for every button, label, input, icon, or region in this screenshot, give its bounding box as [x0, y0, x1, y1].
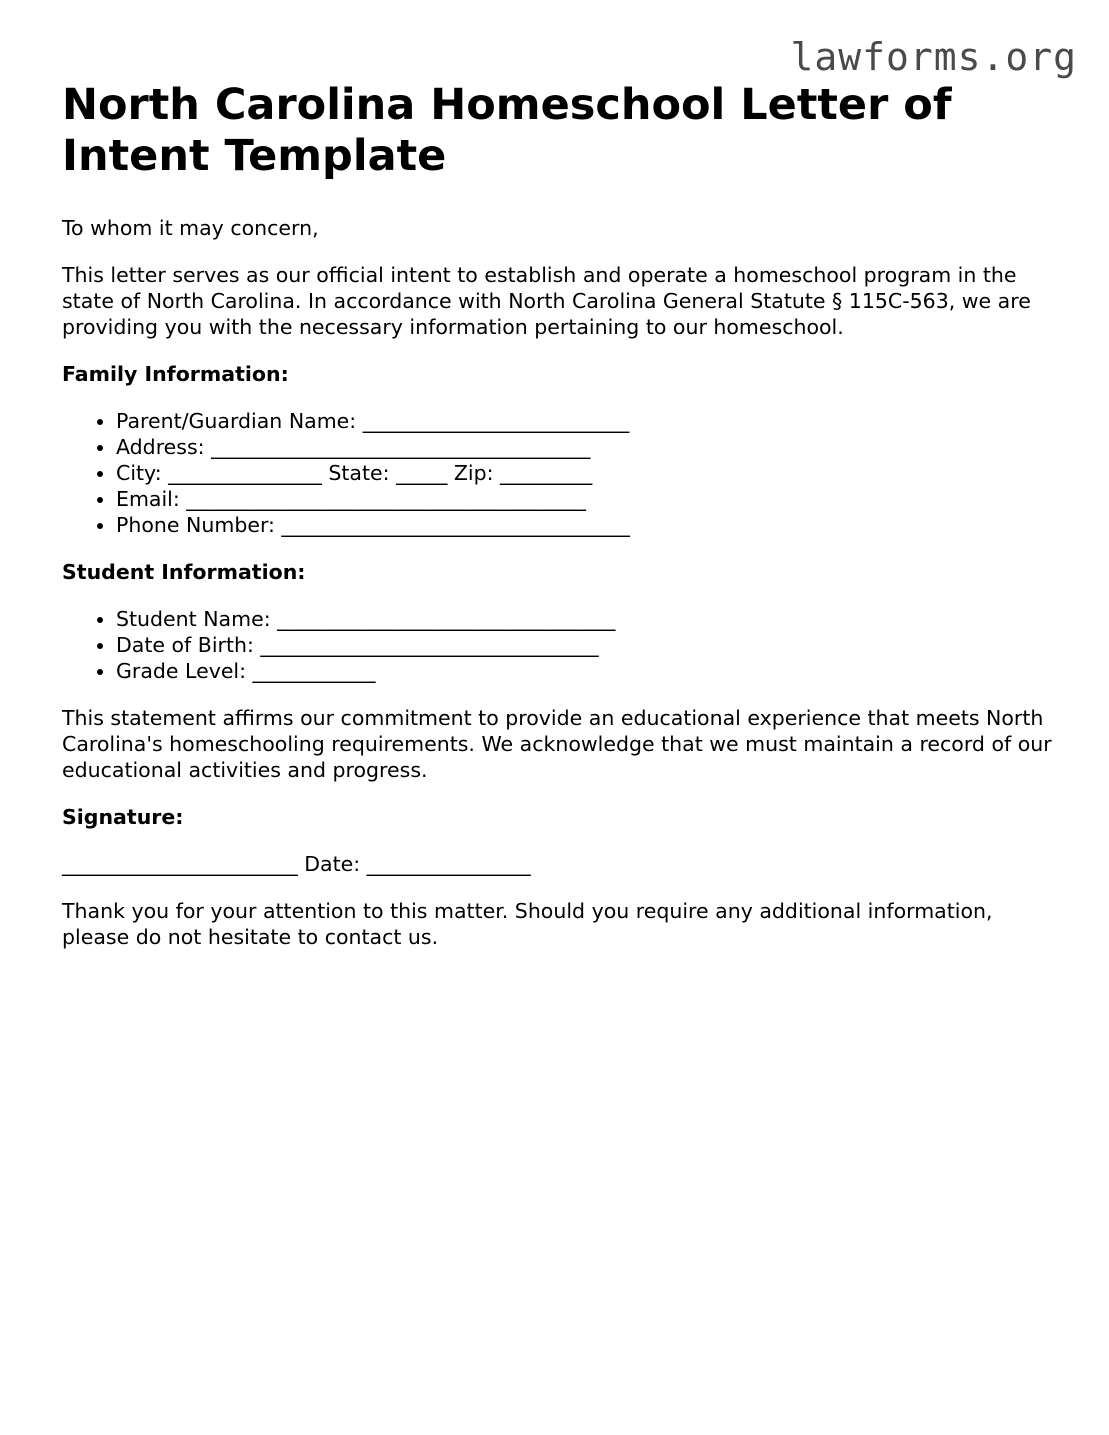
list-item-date-of-birth: • Date of Birth: _________________________________ [116, 632, 1052, 658]
document-body [62, 80, 1052, 950]
list-item-grade-level: • Grade Level: ____________ [116, 658, 1052, 684]
student-info-heading: Student Information: [62, 560, 306, 584]
list-item-parent-name: • Parent/Guardian Name: __________________________ [116, 408, 1052, 434]
signature-heading: Signature: [62, 805, 184, 829]
list-item-email: • Email: _______________________________________ [116, 486, 1052, 512]
closing-paragraph: Thank you for your attention to this matter. Should you require any additional information, please do not hesitate to contact us. [62, 899, 993, 949]
list-item-address: • Address: _____________________________________ [116, 434, 1052, 460]
greeting: To whom it may concern, [62, 216, 319, 240]
family-info-list [62, 408, 1052, 538]
intro-paragraph: This letter serves as our official intent to establish and operate a homeschool program in the state of North Carolina. In accordance with North Carolina General Statute § 115C-563, we are providing you with the necessary information pertaining to our homeschool. [62, 263, 1031, 339]
watermark-logo: lawforms.org [790, 35, 1077, 79]
document-title: North Carolina Homeschool Letter of Intent Template [62, 80, 952, 181]
signature-date-line: _______________________ Date: ________________ [62, 852, 531, 876]
list-item-student-name: • Student Name: _________________________________ [116, 606, 1052, 632]
list-item-city-state-zip: • City: _______________ State: _____ Zip: _________ [116, 460, 1052, 486]
statement-paragraph: This statement affirms our commitment to provide an educational experience that meets North Carolina's homeschooling requirements. We acknowledge that we must maintain a record of our educational activities and progress. [62, 706, 1052, 782]
family-info-heading: Family Information: [62, 362, 289, 386]
list-item-phone: • Phone Number: __________________________________ [116, 512, 1052, 538]
student-info-list [62, 606, 1052, 684]
